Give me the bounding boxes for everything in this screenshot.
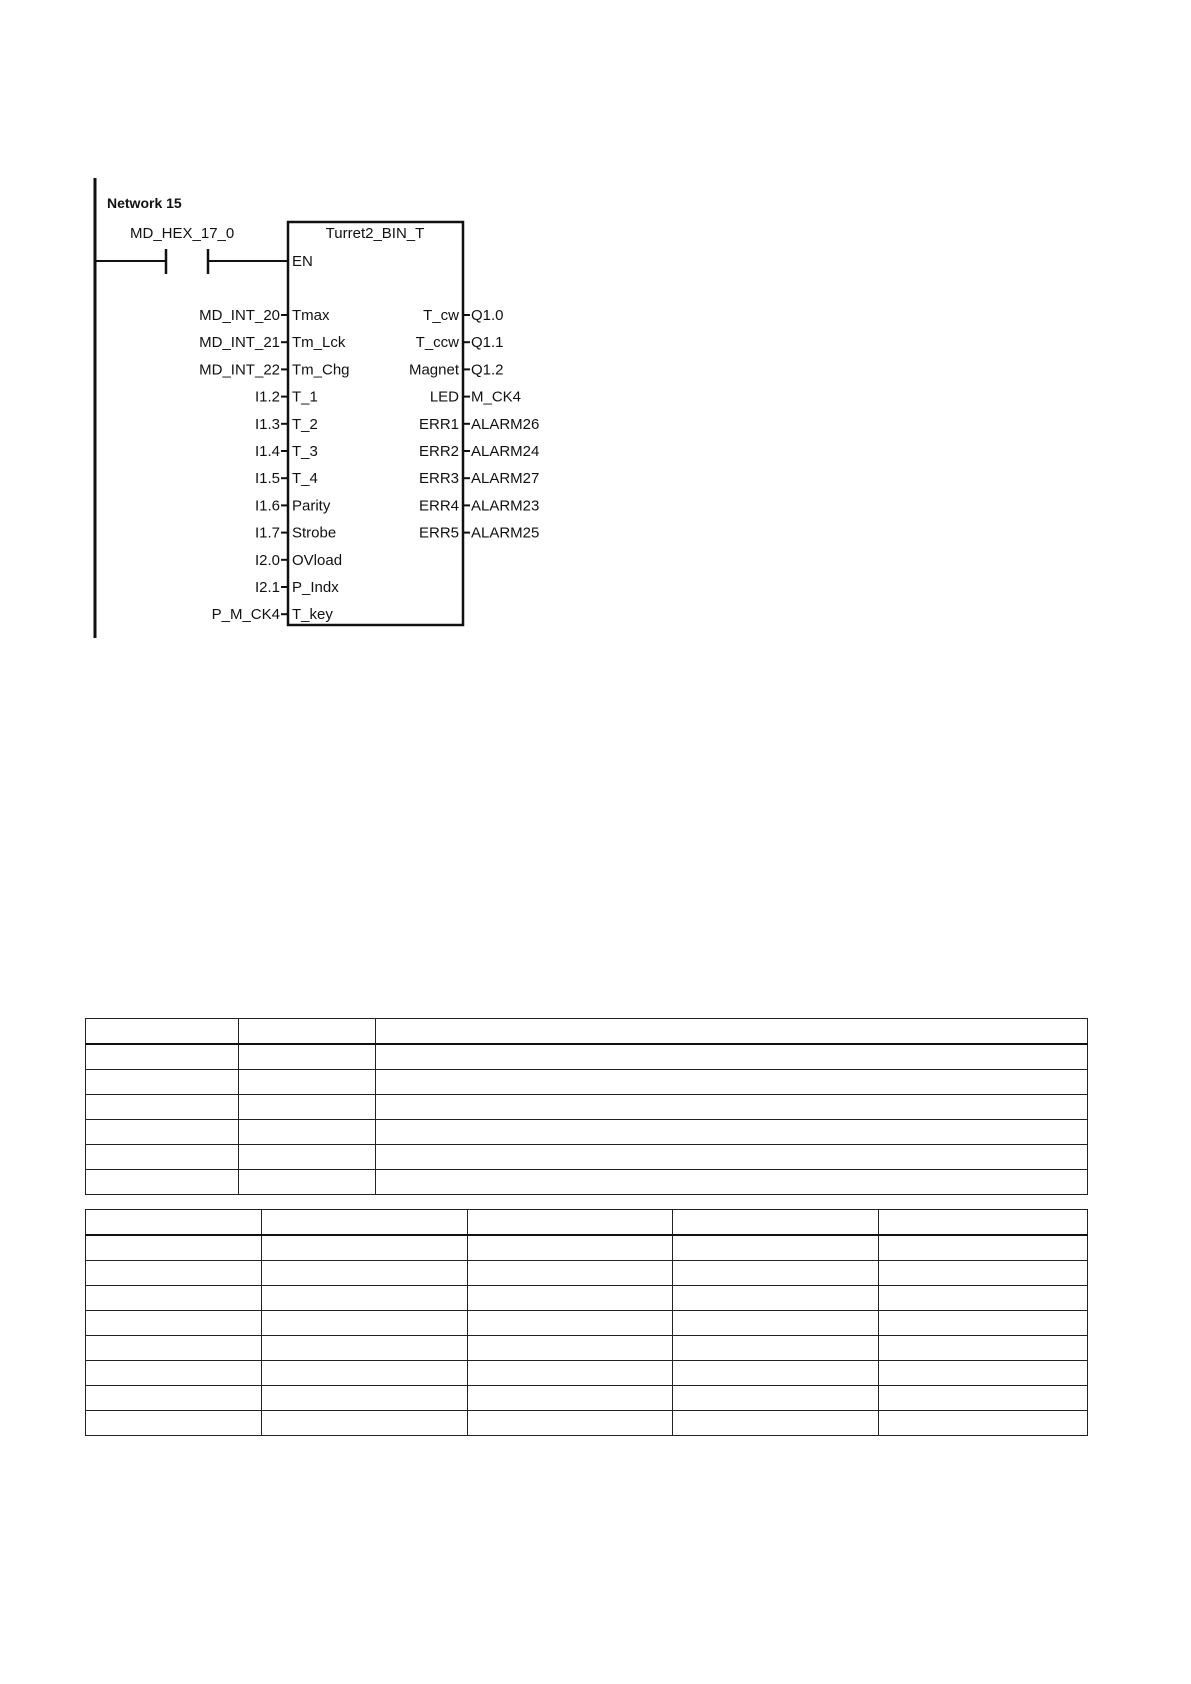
input-operand: I1.4 (254, 443, 280, 460)
input-pin-name: T_2 (292, 415, 318, 433)
table-cell (262, 1386, 468, 1411)
enable-pin: EN (292, 253, 313, 270)
table-cell (86, 1120, 239, 1145)
table-cell (376, 1019, 1088, 1045)
table-cell (86, 1261, 262, 1286)
table-cell (376, 1095, 1088, 1120)
table-cell (468, 1286, 673, 1311)
table-cell (376, 1145, 1088, 1170)
output-pin-name: ERR4 (418, 497, 459, 515)
table-cell (376, 1170, 1088, 1195)
input-pin-name: T_3 (292, 443, 318, 460)
input-pins (199, 307, 349, 623)
table-row (86, 1145, 1088, 1170)
table-cell (376, 1070, 1088, 1095)
output-pins (409, 307, 539, 542)
input-operand: MD_INT_22 (199, 361, 280, 379)
output-operand: Q1.2 (471, 361, 504, 379)
input-operand: MD_INT_20 (199, 307, 280, 324)
table-cell (86, 1361, 262, 1386)
network-title: Network 15 (107, 195, 182, 211)
table-cell (239, 1095, 376, 1120)
table-cell (262, 1235, 468, 1261)
empty-table-bottom (85, 1209, 1088, 1436)
table-cell (239, 1070, 376, 1095)
table-cell (468, 1311, 673, 1336)
input-operand: I2.0 (254, 551, 280, 569)
input-pin-name: Tmax (292, 307, 330, 324)
table-cell (86, 1145, 239, 1170)
table-cell (879, 1210, 1088, 1236)
contact-label: MD_HEX_17_0 (130, 225, 235, 242)
output-operand: ALARM24 (471, 443, 540, 460)
table-cell (673, 1336, 879, 1361)
table-cell (879, 1361, 1088, 1386)
table-cell (262, 1361, 468, 1386)
table-cell (673, 1411, 879, 1436)
table-cell (468, 1411, 673, 1436)
table-cell (879, 1411, 1088, 1436)
table-cell (376, 1120, 1088, 1145)
table-cell (262, 1411, 468, 1436)
table-cell (673, 1361, 879, 1386)
input-pin-name: Tm_Chg (292, 361, 350, 379)
table-cell (239, 1120, 376, 1145)
output-operand: ALARM25 (471, 524, 540, 542)
input-pin-name: OVload (292, 551, 343, 569)
output-operand: Q1.1 (471, 334, 504, 352)
output-pin-name: ERR3 (418, 470, 459, 488)
table-row (86, 1361, 1088, 1386)
output-pin-name: Magnet (408, 361, 459, 379)
table-cell (86, 1070, 239, 1095)
table-cell (86, 1044, 239, 1070)
table-cell (468, 1336, 673, 1361)
input-pin-name: T_4 (292, 470, 318, 488)
output-pin-name: ERR5 (418, 524, 459, 542)
empty-table-top (85, 1018, 1088, 1195)
table-cell (468, 1361, 673, 1386)
table-cell (468, 1210, 673, 1236)
output-operand: ALARM27 (471, 470, 540, 488)
table-cell (673, 1386, 879, 1411)
table-row (86, 1235, 1088, 1261)
table-cell (262, 1286, 468, 1311)
block-name: Turret2_BIN_T (325, 225, 425, 242)
input-operand: I1.7 (254, 524, 280, 542)
input-operand: I2.1 (254, 579, 280, 596)
input-pin-name: Parity (292, 497, 331, 515)
table-row (86, 1210, 1088, 1236)
table-row (86, 1019, 1088, 1045)
input-pin-name: T_key (292, 606, 333, 624)
table-row (86, 1336, 1088, 1361)
table-cell (86, 1019, 239, 1045)
table-cell (376, 1044, 1088, 1070)
ladder-diagram (0, 0, 1191, 700)
table-row (86, 1286, 1088, 1311)
input-pin-name: P_Indx (292, 579, 339, 596)
table-cell (86, 1386, 262, 1411)
table-cell (879, 1235, 1088, 1261)
input-operand: I1.6 (254, 497, 280, 515)
table-cell (262, 1210, 468, 1236)
table-cell (879, 1261, 1088, 1286)
table-row (86, 1120, 1088, 1145)
input-pin-name: Tm_Lck (292, 334, 346, 352)
output-operand: ALARM23 (471, 497, 540, 515)
table-cell (673, 1210, 879, 1236)
table-cell (86, 1235, 262, 1261)
table-cell (673, 1286, 879, 1311)
table-cell (879, 1311, 1088, 1336)
table-cell (673, 1311, 879, 1336)
table-cell (879, 1286, 1088, 1311)
table-row (86, 1095, 1088, 1120)
table-row (86, 1311, 1088, 1336)
output-pin-name: T_cw (423, 307, 459, 324)
table-cell (879, 1336, 1088, 1361)
table-row (86, 1070, 1088, 1095)
table-cell (86, 1411, 262, 1436)
input-pin-name: T_1 (292, 388, 318, 406)
table-row (86, 1044, 1088, 1070)
table-cell (86, 1286, 262, 1311)
output-pin-name: ERR2 (418, 443, 459, 460)
table-cell (239, 1145, 376, 1170)
table-cell (673, 1261, 879, 1286)
input-pin-name: Strobe (292, 524, 337, 542)
output-operand: ALARM26 (471, 415, 540, 433)
table-cell (239, 1044, 376, 1070)
table-cell (468, 1235, 673, 1261)
table-cell (468, 1386, 673, 1411)
table-cell (468, 1261, 673, 1286)
table-cell (262, 1261, 468, 1286)
table-cell (86, 1336, 262, 1361)
table-cell (86, 1095, 239, 1120)
table-row (86, 1386, 1088, 1411)
table-cell (86, 1210, 262, 1236)
table-cell (673, 1235, 879, 1261)
input-operand: MD_INT_21 (199, 334, 280, 352)
table-cell (262, 1311, 468, 1336)
output-pin-name: T_ccw (415, 334, 459, 352)
table-cell (239, 1170, 376, 1195)
output-pin-name: ERR1 (418, 415, 459, 433)
table-cell (879, 1386, 1088, 1411)
table-cell (262, 1336, 468, 1361)
input-operand: P_M_CK4 (211, 606, 280, 624)
output-operand: M_CK4 (471, 388, 522, 406)
output-operand: Q1.0 (471, 307, 504, 324)
table-cell (86, 1311, 262, 1336)
table-row (86, 1411, 1088, 1436)
input-operand: I1.2 (254, 388, 280, 406)
input-operand: I1.3 (254, 415, 280, 433)
output-pin-name: LED (429, 388, 459, 406)
table-row (86, 1170, 1088, 1195)
table-row (86, 1261, 1088, 1286)
table-cell (86, 1170, 239, 1195)
table-cell (239, 1019, 376, 1045)
input-operand: I1.5 (254, 470, 280, 488)
